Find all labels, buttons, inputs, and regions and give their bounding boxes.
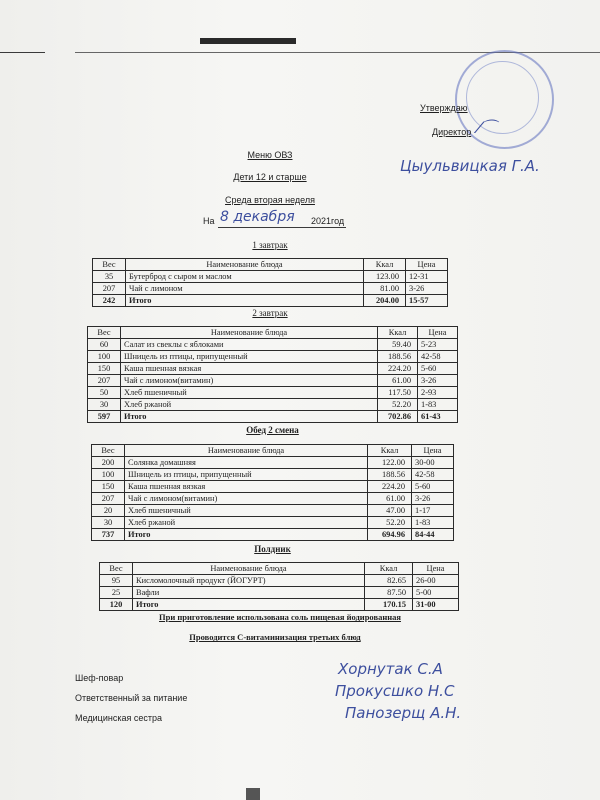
director-signature-mark: ⁄⌒ [478, 118, 497, 137]
total-price: 31-00 [413, 599, 459, 611]
cell-price: 42-58 [418, 351, 458, 363]
day-title: Среда вторая неделя [225, 195, 315, 205]
table-total-row [93, 295, 448, 307]
cell-price: 5-60 [412, 481, 454, 493]
director-signature: Цыульвицкая Г.А. [400, 157, 540, 175]
cell-dish: Солянка домашняя [125, 457, 368, 469]
total-label: Итого [133, 599, 365, 611]
chef-label: Шеф-повар [75, 673, 124, 683]
cell-price: 1-83 [418, 399, 458, 411]
total-kcal: 170.15 [365, 599, 413, 611]
total-weight: 242 [93, 295, 126, 307]
col-weight: Вес [92, 445, 125, 457]
table-total-row [92, 529, 454, 541]
total-weight: 120 [100, 599, 133, 611]
cell-price: 3-26 [418, 375, 458, 387]
cell-dish: Хлеб пшеничный [121, 387, 378, 399]
cell-kcal: 224.20 [368, 481, 412, 493]
col-kcal: Ккал [365, 563, 413, 575]
cell-dish: Чай с лимоном [126, 283, 364, 295]
total-price: 61-43 [418, 411, 458, 423]
cell-kcal: 117.50 [378, 387, 418, 399]
total-label: Итого [126, 295, 364, 307]
table-row [88, 387, 458, 399]
menu-title: Меню ОВЗ [247, 150, 293, 160]
meal-title-breakfast-2: 2 завтрак [252, 308, 288, 318]
table-row [92, 469, 454, 481]
top-rule-left [0, 52, 45, 53]
note-vitamin-c: Проводится С-витаминизация третьих блюд [189, 632, 361, 642]
cell-price: 1-17 [412, 505, 454, 517]
cell-dish: Кисломолочный продукт (ЙОГУРТ) [133, 575, 365, 587]
table-header-row [93, 259, 448, 271]
cell-weight: 150 [88, 363, 121, 375]
total-price: 15-57 [406, 295, 448, 307]
nurse-signature: Панозерщ А.Н. [345, 704, 462, 722]
table-row [92, 505, 454, 517]
cell-kcal: 123.00 [364, 271, 406, 283]
cell-weight: 95 [100, 575, 133, 587]
date-handwritten: 8 декабря [220, 209, 295, 225]
cell-dish: Бутерброд с сыром и маслом [126, 271, 364, 283]
cell-weight: 100 [88, 351, 121, 363]
date-suffix: 2021год [311, 216, 345, 226]
meal-title-lunch: Обед 2 смена [246, 425, 299, 435]
col-weight: Вес [88, 327, 121, 339]
cell-price: 2-93 [418, 387, 458, 399]
col-dish: Наименование блюда [125, 445, 368, 457]
cell-kcal: 52.20 [368, 517, 412, 529]
meal-title-snack: Полдник [254, 544, 291, 554]
cell-weight: 150 [92, 481, 125, 493]
cell-weight: 200 [92, 457, 125, 469]
cell-dish: Шницель из птицы, припущенный [121, 351, 378, 363]
cell-weight: 207 [92, 493, 125, 505]
table-row [100, 587, 459, 599]
cell-dish: Шницель из птицы, припущенный [125, 469, 368, 481]
cell-weight: 30 [88, 399, 121, 411]
table-row [92, 517, 454, 529]
note-iodized-salt: При приготовление использована соль пищевая йодированная [159, 612, 401, 622]
date-prefix: На [203, 216, 215, 226]
cell-price: 12-31 [406, 271, 448, 283]
cell-dish: Хлеб ржаной [121, 399, 378, 411]
cell-kcal: 188.56 [368, 469, 412, 481]
col-kcal: Ккал [364, 259, 406, 271]
table-breakfast-1 [92, 258, 448, 307]
table-snack [99, 562, 459, 611]
cell-price: 3-26 [406, 283, 448, 295]
table-header-row [88, 327, 458, 339]
table-row [88, 399, 458, 411]
stamp-seal-inner [466, 61, 539, 134]
approve-label: Утверждаю [420, 103, 468, 113]
cell-price: 5-23 [418, 339, 458, 351]
total-kcal: 702.86 [378, 411, 418, 423]
cell-dish: Каша пшенная вязкая [125, 481, 368, 493]
cell-weight: 35 [93, 271, 126, 283]
table-lunch [91, 444, 454, 541]
table-row [92, 493, 454, 505]
cell-kcal: 82.65 [365, 575, 413, 587]
cell-weight: 50 [88, 387, 121, 399]
director-label: Директор [432, 127, 472, 137]
cell-weight: 100 [92, 469, 125, 481]
cell-dish: Салат из свеклы с яблоками [121, 339, 378, 351]
cell-price: 42-58 [412, 469, 454, 481]
nurse-label: Медицинская сестра [75, 713, 162, 723]
table-total-row [100, 599, 459, 611]
cell-weight: 25 [100, 587, 133, 599]
table-row [88, 339, 458, 351]
cell-weight: 30 [92, 517, 125, 529]
responsible-label: Ответственный за питание [75, 693, 188, 703]
col-price: Цена [418, 327, 458, 339]
table-breakfast-2 [87, 326, 458, 423]
total-kcal: 204.00 [364, 295, 406, 307]
cell-kcal: 61.00 [368, 493, 412, 505]
cell-dish: Хлеб пшеничный [125, 505, 368, 517]
cell-weight: 60 [88, 339, 121, 351]
table-total-row [88, 411, 458, 423]
cell-dish: Чай с лимоном(витамин) [121, 375, 378, 387]
top-binding-mark [200, 38, 296, 44]
cell-kcal: 81.00 [364, 283, 406, 295]
cell-kcal: 61.00 [378, 375, 418, 387]
table-row [100, 575, 459, 587]
col-dish: Наименование блюда [126, 259, 364, 271]
cell-price: 5-60 [418, 363, 458, 375]
col-kcal: Ккал [378, 327, 418, 339]
col-weight: Вес [93, 259, 126, 271]
table-row [93, 271, 448, 283]
cell-price: 3-26 [412, 493, 454, 505]
cell-dish: Хлеб ржаной [125, 517, 368, 529]
total-kcal: 694.96 [368, 529, 412, 541]
cell-price: 26-00 [413, 575, 459, 587]
table-row [88, 363, 458, 375]
table-row [92, 457, 454, 469]
cell-kcal: 122.00 [368, 457, 412, 469]
cell-price: 1-83 [412, 517, 454, 529]
total-label: Итого [121, 411, 378, 423]
cell-kcal: 47.00 [368, 505, 412, 517]
cell-dish: Чай с лимоном(витамин) [125, 493, 368, 505]
cell-kcal: 59.40 [378, 339, 418, 351]
cell-weight: 20 [92, 505, 125, 517]
cell-weight: 207 [93, 283, 126, 295]
date-underline [218, 227, 346, 228]
responsible-signature: Прокусшко Н.С [335, 682, 455, 700]
table-row [92, 481, 454, 493]
cell-weight: 207 [88, 375, 121, 387]
col-weight: Вес [100, 563, 133, 575]
total-price: 84-44 [412, 529, 454, 541]
bottom-binding-mark [246, 788, 260, 800]
cell-price: 30-00 [412, 457, 454, 469]
total-label: Итого [125, 529, 368, 541]
chef-signature: Хорнутак С.А [338, 660, 443, 678]
table-header-row [100, 563, 459, 575]
table-row [93, 283, 448, 295]
table-header-row [92, 445, 454, 457]
total-weight: 737 [92, 529, 125, 541]
cell-kcal: 87.50 [365, 587, 413, 599]
col-price: Цена [406, 259, 448, 271]
cell-kcal: 224.20 [378, 363, 418, 375]
total-weight: 597 [88, 411, 121, 423]
col-price: Цена [412, 445, 454, 457]
col-kcal: Ккал [368, 445, 412, 457]
table-row [88, 351, 458, 363]
group-title: Дети 12 и старше [233, 172, 307, 182]
meal-title-breakfast-1: 1 завтрак [252, 240, 288, 250]
table-row [88, 375, 458, 387]
cell-price: 5-00 [413, 587, 459, 599]
cell-dish: Вафли [133, 587, 365, 599]
col-dish: Наименование блюда [121, 327, 378, 339]
col-dish: Наименование блюда [133, 563, 365, 575]
cell-kcal: 52.20 [378, 399, 418, 411]
cell-dish: Каша пшенная вязкая [121, 363, 378, 375]
cell-kcal: 188.56 [378, 351, 418, 363]
col-price: Цена [413, 563, 459, 575]
